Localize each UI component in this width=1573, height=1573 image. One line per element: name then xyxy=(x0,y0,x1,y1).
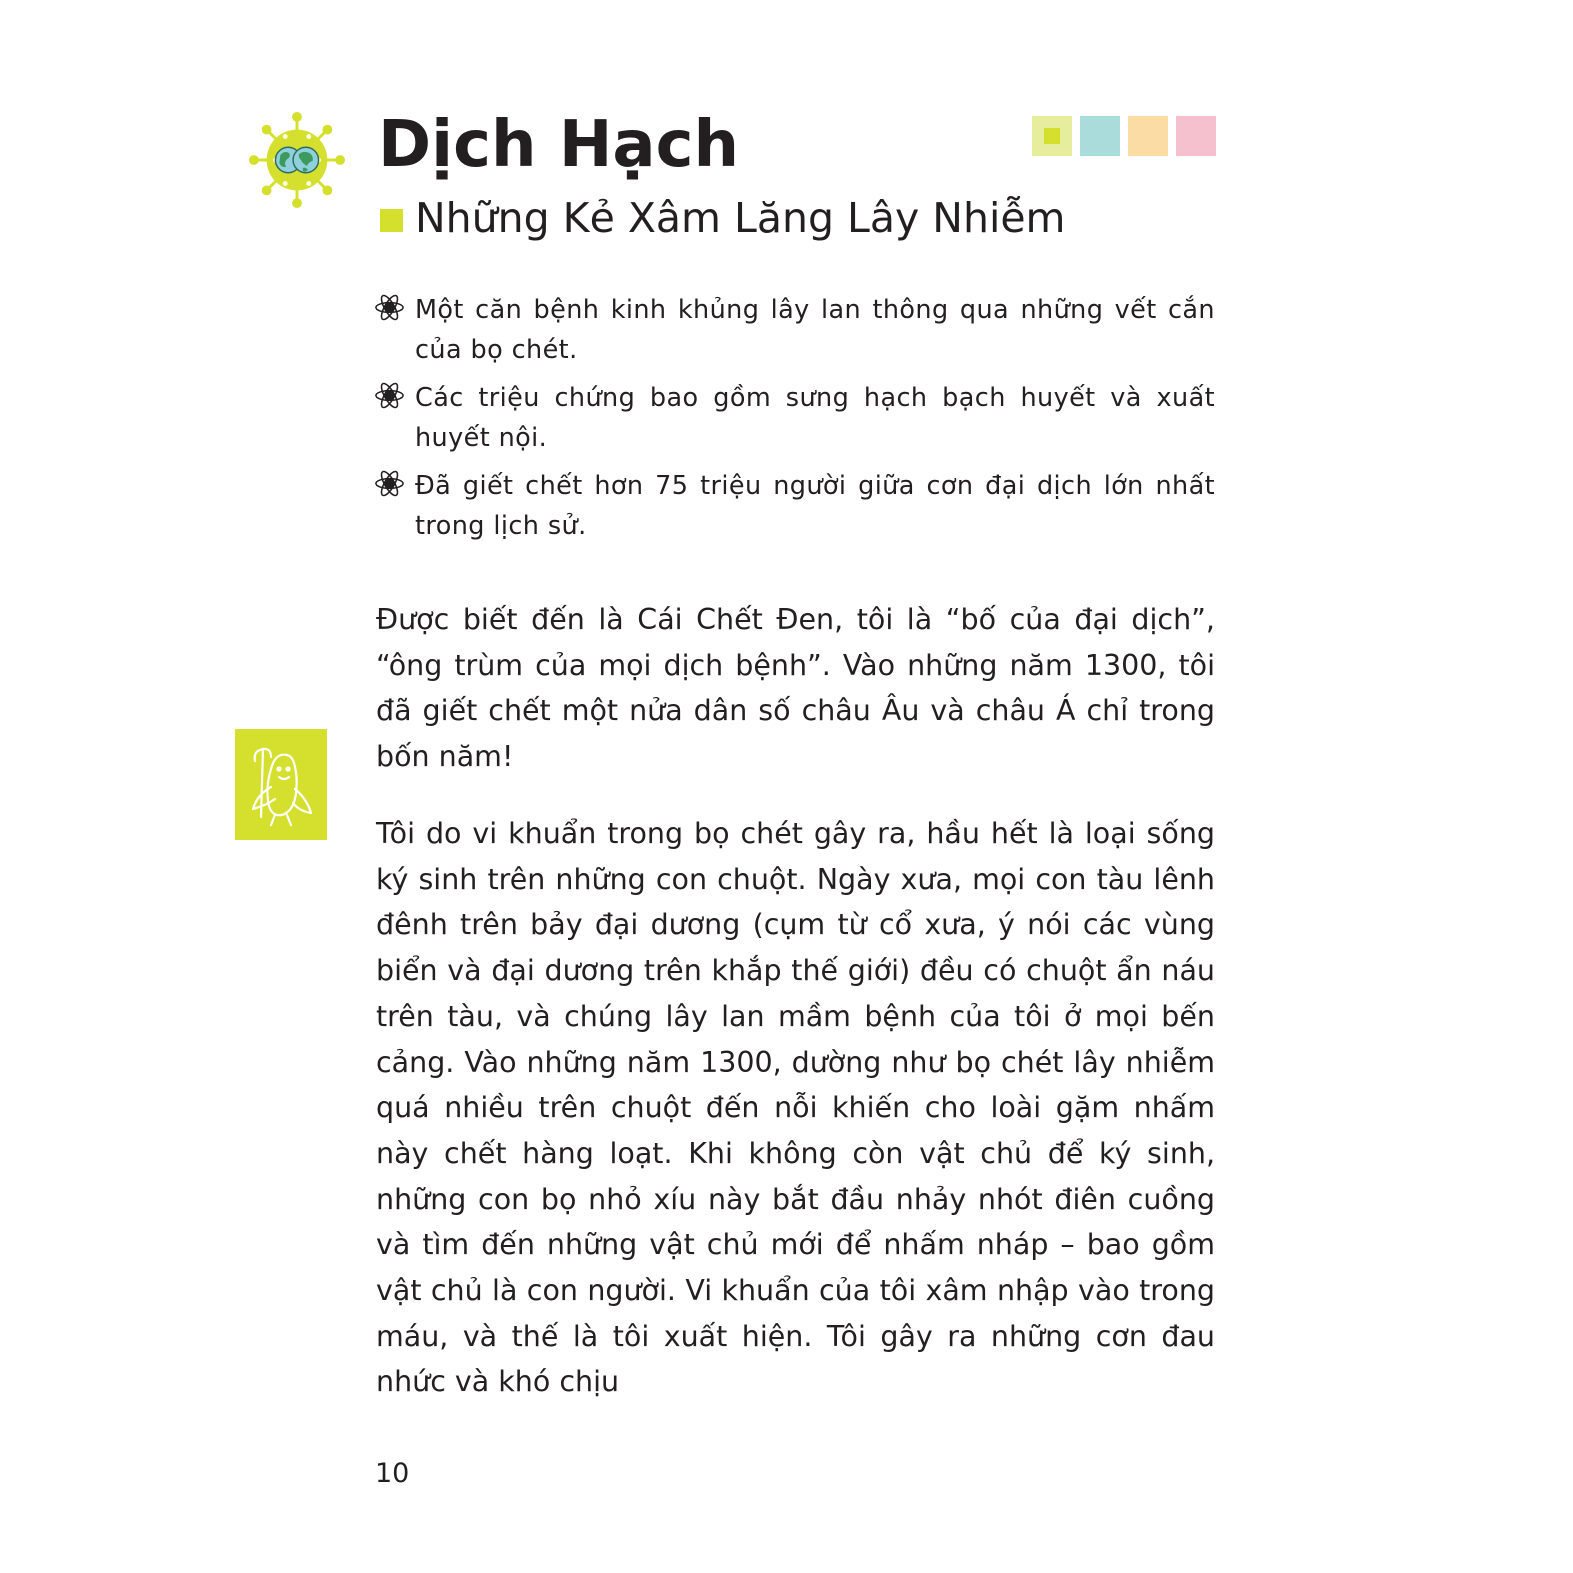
fact-text: Một căn bệnh kinh khủng lây lan thông qua những vết cắn của bọ chét. xyxy=(415,295,1215,365)
list-item xyxy=(374,290,1215,370)
page-title: Dịch Hạch xyxy=(378,108,740,182)
swatch-green xyxy=(1032,116,1072,156)
swatch-peach xyxy=(1128,116,1168,156)
swatch-teal xyxy=(1080,116,1120,156)
atom-icon xyxy=(374,292,405,323)
fact-text: Các triệu chứng bao gồm sưng hạch bạch huyết và xuất huyết nội. xyxy=(415,383,1215,453)
list-item xyxy=(374,378,1215,458)
swatch-selected-marker xyxy=(1044,128,1060,144)
atom-icon xyxy=(374,380,405,411)
body-paragraph: Tôi do vi khuẩn trong bọ chét gây ra, hầu hết là loại sống ký sinh trên những con chuột. Ngày xưa, mọi con tàu lênh đênh trên bảy đại dương (cụm từ cổ xưa, ý nói các vùng biển và đại dương trên khắp thế giới) đều có chuột ẩn náu trên tàu, và chúng lây lan mầm bệnh của tôi ở mọi bến cảng. Vào những năm 1300, dường như bọ chét lây nhiễm quá nhiều trên chuột đến nỗi khiến cho loài gặm nhấm này chết hàng loạt. Khi không còn vật chủ để ký sinh, những con bọ nhỏ xíu này bắt đầu nhảy nhót điên cuồng và tìm đến những vật chủ mới để nhấm nháp – bao gồm vật chủ là con người. Vi khuẩn của tôi xâm nhập vào trong máu, và thế là tôi xuất hiện. Tôi gây ra những cơn đau nhức và khó chịu xyxy=(376,817,1215,1399)
page-number: 10 xyxy=(375,1458,410,1489)
swatch-pink xyxy=(1176,116,1216,156)
subtitle-square-marker xyxy=(380,209,403,232)
body-paragraph: Được biết đến là Cái Chết Đen, tôi là “bố của đại dịch”, “ông trùm của mọi dịch bệnh”. Vào những năm 1300, tôi đã giết chết một nửa dân số châu Âu và châu Á chỉ trong bốn năm! xyxy=(376,603,1215,774)
bacterium-character-icon xyxy=(235,729,327,840)
fact-text: Đã giết chết hơn 75 triệu người giữa cơn đại dịch lớn nhất trong lịch sử. xyxy=(415,471,1215,541)
atom-icon xyxy=(374,468,405,499)
fact-list xyxy=(374,290,1215,554)
color-swatches xyxy=(1032,116,1216,156)
virus-globe-icon xyxy=(248,110,346,210)
page-subtitle: Những Kẻ Xâm Lăng Lây Nhiễm xyxy=(415,194,1066,242)
list-item xyxy=(374,466,1215,546)
